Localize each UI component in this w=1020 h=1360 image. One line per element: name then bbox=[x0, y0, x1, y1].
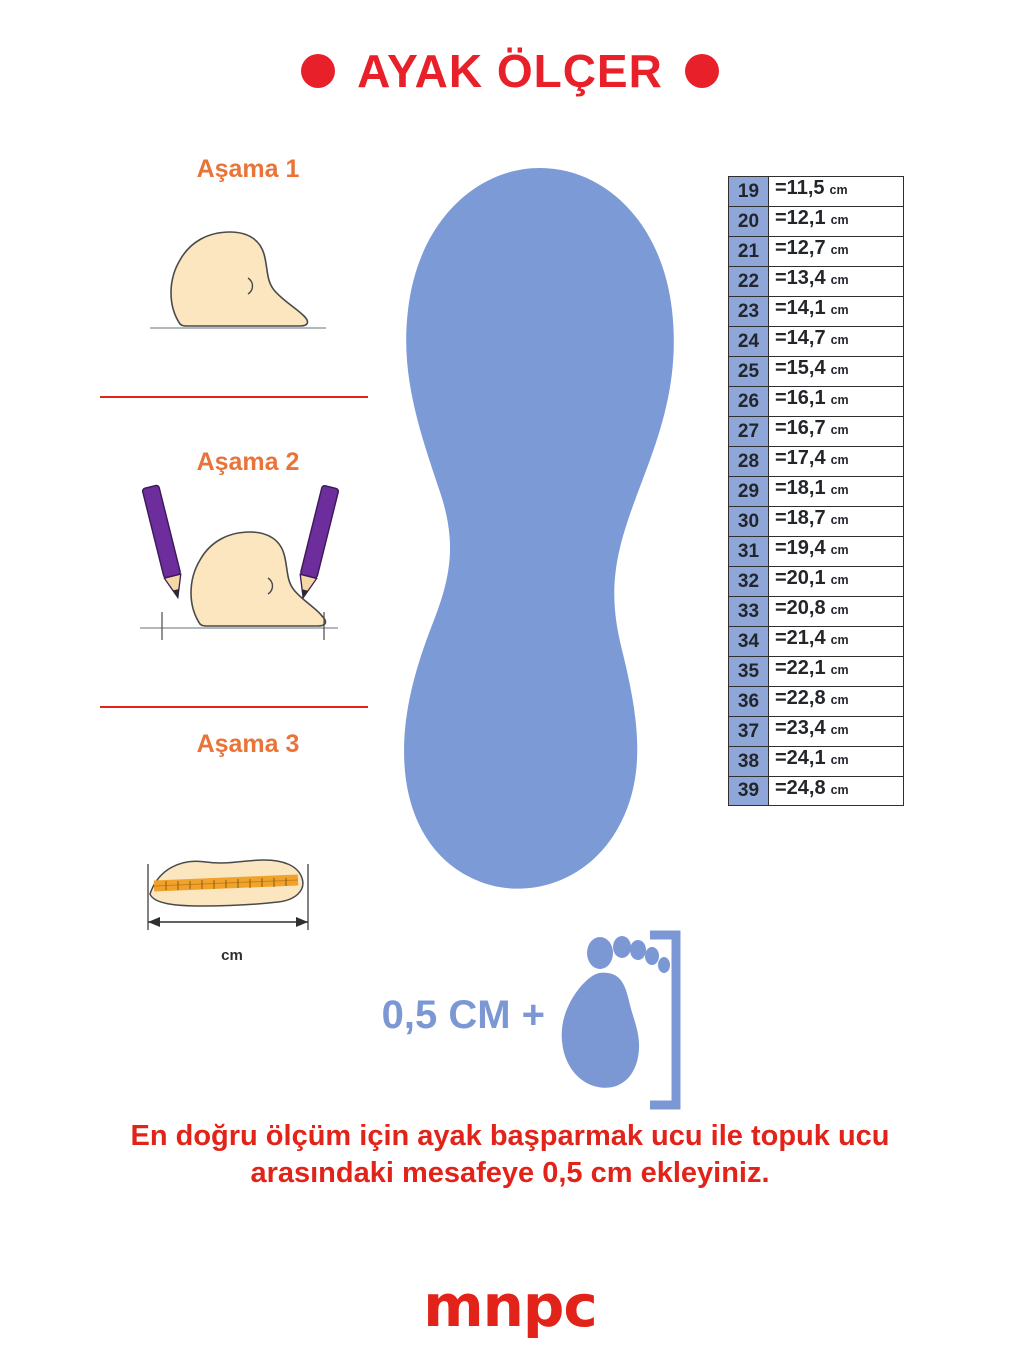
size-number: 19 bbox=[729, 177, 769, 206]
step-1-label: Aşama 1 bbox=[196, 155, 300, 183]
size-number: 23 bbox=[729, 297, 769, 326]
size-unit: cm bbox=[830, 753, 849, 767]
size-cm: =16,1 bbox=[775, 387, 826, 409]
footprint-icon bbox=[548, 925, 688, 1120]
size-unit: cm bbox=[830, 603, 849, 617]
page-title: AYAK ÖLÇER bbox=[357, 45, 663, 97]
size-number: 27 bbox=[729, 417, 769, 446]
instruction-note: En doğru ölçüm için ayak başparmak ucu ile topuk ucu arasındaki mesafeye 0,5 cm ekleyiniz. bbox=[130, 1120, 890, 1190]
addon-measurement-block bbox=[330, 925, 690, 1115]
size-number: 34 bbox=[729, 627, 769, 656]
table-row bbox=[728, 386, 904, 416]
foot-with-pencils-icon bbox=[110, 480, 360, 660]
size-number: 30 bbox=[729, 507, 769, 536]
brand-logo-text: mnpc bbox=[423, 1272, 597, 1340]
foot-with-tape-measure-icon bbox=[132, 830, 332, 964]
size-value bbox=[769, 747, 903, 776]
size-value bbox=[769, 597, 903, 626]
size-value bbox=[769, 477, 903, 506]
step-divider-1 bbox=[100, 396, 368, 398]
table-row bbox=[728, 266, 904, 296]
table-row bbox=[728, 536, 904, 566]
step-3-caption: cm bbox=[221, 947, 243, 964]
size-unit: cm bbox=[830, 483, 849, 497]
size-unit: cm bbox=[830, 453, 849, 467]
table-row bbox=[728, 656, 904, 686]
size-number: 28 bbox=[729, 447, 769, 476]
size-cm: =21,4 bbox=[775, 627, 826, 649]
size-unit: cm bbox=[830, 633, 849, 647]
step-divider-2 bbox=[100, 706, 368, 708]
brand-logo bbox=[0, 1272, 1020, 1340]
addon-text: 0,5 CM + bbox=[381, 993, 545, 1037]
step-2-label: Aşama 2 bbox=[196, 448, 300, 476]
shoe-sole-outline-icon bbox=[390, 160, 690, 905]
size-unit: cm bbox=[830, 333, 849, 347]
size-value bbox=[769, 657, 903, 686]
table-row bbox=[728, 326, 904, 356]
table-row bbox=[728, 296, 904, 326]
table-row bbox=[728, 446, 904, 476]
size-cm: =24,8 bbox=[775, 777, 826, 799]
size-cm: =22,8 bbox=[775, 687, 826, 709]
size-value bbox=[769, 717, 903, 746]
size-value bbox=[769, 327, 903, 356]
size-number: 21 bbox=[729, 237, 769, 266]
size-cm: =12,1 bbox=[775, 207, 826, 229]
size-number: 29 bbox=[729, 477, 769, 506]
table-row bbox=[728, 716, 904, 746]
size-value bbox=[769, 777, 903, 805]
foot-side-view-icon bbox=[128, 220, 338, 355]
size-value bbox=[769, 207, 903, 236]
table-row bbox=[728, 626, 904, 656]
size-cm: =17,4 bbox=[775, 447, 826, 469]
size-cm: =16,7 bbox=[775, 417, 826, 439]
table-row bbox=[728, 566, 904, 596]
size-unit: cm bbox=[830, 543, 849, 557]
size-cm: =13,4 bbox=[775, 267, 826, 289]
size-value bbox=[769, 417, 903, 446]
table-row bbox=[728, 476, 904, 506]
size-unit: cm bbox=[830, 513, 849, 527]
table-row bbox=[728, 206, 904, 236]
size-unit: cm bbox=[830, 243, 849, 257]
size-cm: =18,1 bbox=[775, 477, 826, 499]
size-unit: cm bbox=[830, 213, 849, 227]
size-number: 25 bbox=[729, 357, 769, 386]
size-cm: =15,4 bbox=[775, 357, 826, 379]
table-row bbox=[728, 236, 904, 266]
size-cm: =19,4 bbox=[775, 537, 826, 559]
size-value bbox=[769, 567, 903, 596]
title-dot-left-icon bbox=[301, 54, 335, 88]
size-value bbox=[769, 267, 903, 296]
size-value bbox=[769, 447, 903, 476]
title-dot-right-icon bbox=[685, 54, 719, 88]
size-unit: cm bbox=[830, 573, 849, 587]
size-unit: cm bbox=[830, 663, 849, 677]
size-value bbox=[769, 687, 903, 716]
size-cm: =22,1 bbox=[775, 657, 826, 679]
size-unit: cm bbox=[830, 723, 849, 737]
table-row bbox=[728, 506, 904, 536]
size-unit: cm bbox=[829, 183, 848, 197]
size-unit: cm bbox=[830, 783, 849, 797]
size-number: 32 bbox=[729, 567, 769, 596]
table-row bbox=[728, 746, 904, 776]
size-number: 26 bbox=[729, 387, 769, 416]
size-number: 36 bbox=[729, 687, 769, 716]
size-number: 33 bbox=[729, 597, 769, 626]
size-cm: =23,4 bbox=[775, 717, 826, 739]
table-row bbox=[728, 356, 904, 386]
size-value bbox=[769, 237, 903, 266]
table-row bbox=[728, 596, 904, 626]
table-row bbox=[728, 776, 904, 806]
size-value bbox=[769, 357, 903, 386]
size-cm: =14,7 bbox=[775, 327, 826, 349]
size-number: 39 bbox=[729, 777, 769, 805]
size-cm: =20,1 bbox=[775, 567, 826, 589]
size-unit: cm bbox=[830, 693, 849, 707]
size-number: 31 bbox=[729, 537, 769, 566]
size-cm: =24,1 bbox=[775, 747, 826, 769]
step-3-label: Aşama 3 bbox=[196, 730, 300, 758]
size-cm: =14,1 bbox=[775, 297, 826, 319]
size-value bbox=[769, 297, 903, 326]
size-number: 38 bbox=[729, 747, 769, 776]
size-value bbox=[769, 627, 903, 656]
size-conversion-table bbox=[728, 176, 904, 806]
size-number: 37 bbox=[729, 717, 769, 746]
size-number: 22 bbox=[729, 267, 769, 296]
size-unit: cm bbox=[830, 423, 849, 437]
size-unit: cm bbox=[830, 363, 849, 377]
size-cm: =18,7 bbox=[775, 507, 826, 529]
size-number: 20 bbox=[729, 207, 769, 236]
table-row bbox=[728, 416, 904, 446]
size-value bbox=[769, 387, 903, 416]
table-row bbox=[728, 176, 904, 206]
size-cm: =20,8 bbox=[775, 597, 826, 619]
page-title-bar bbox=[0, 44, 1020, 98]
size-number: 24 bbox=[729, 327, 769, 356]
size-value bbox=[769, 507, 903, 536]
size-unit: cm bbox=[830, 303, 849, 317]
size-value bbox=[769, 177, 903, 206]
size-number: 35 bbox=[729, 657, 769, 686]
size-unit: cm bbox=[830, 273, 849, 287]
size-unit: cm bbox=[830, 393, 849, 407]
size-cm: =12,7 bbox=[775, 237, 826, 259]
size-cm: =11,5 bbox=[775, 177, 825, 199]
table-row bbox=[728, 686, 904, 716]
size-value bbox=[769, 537, 903, 566]
